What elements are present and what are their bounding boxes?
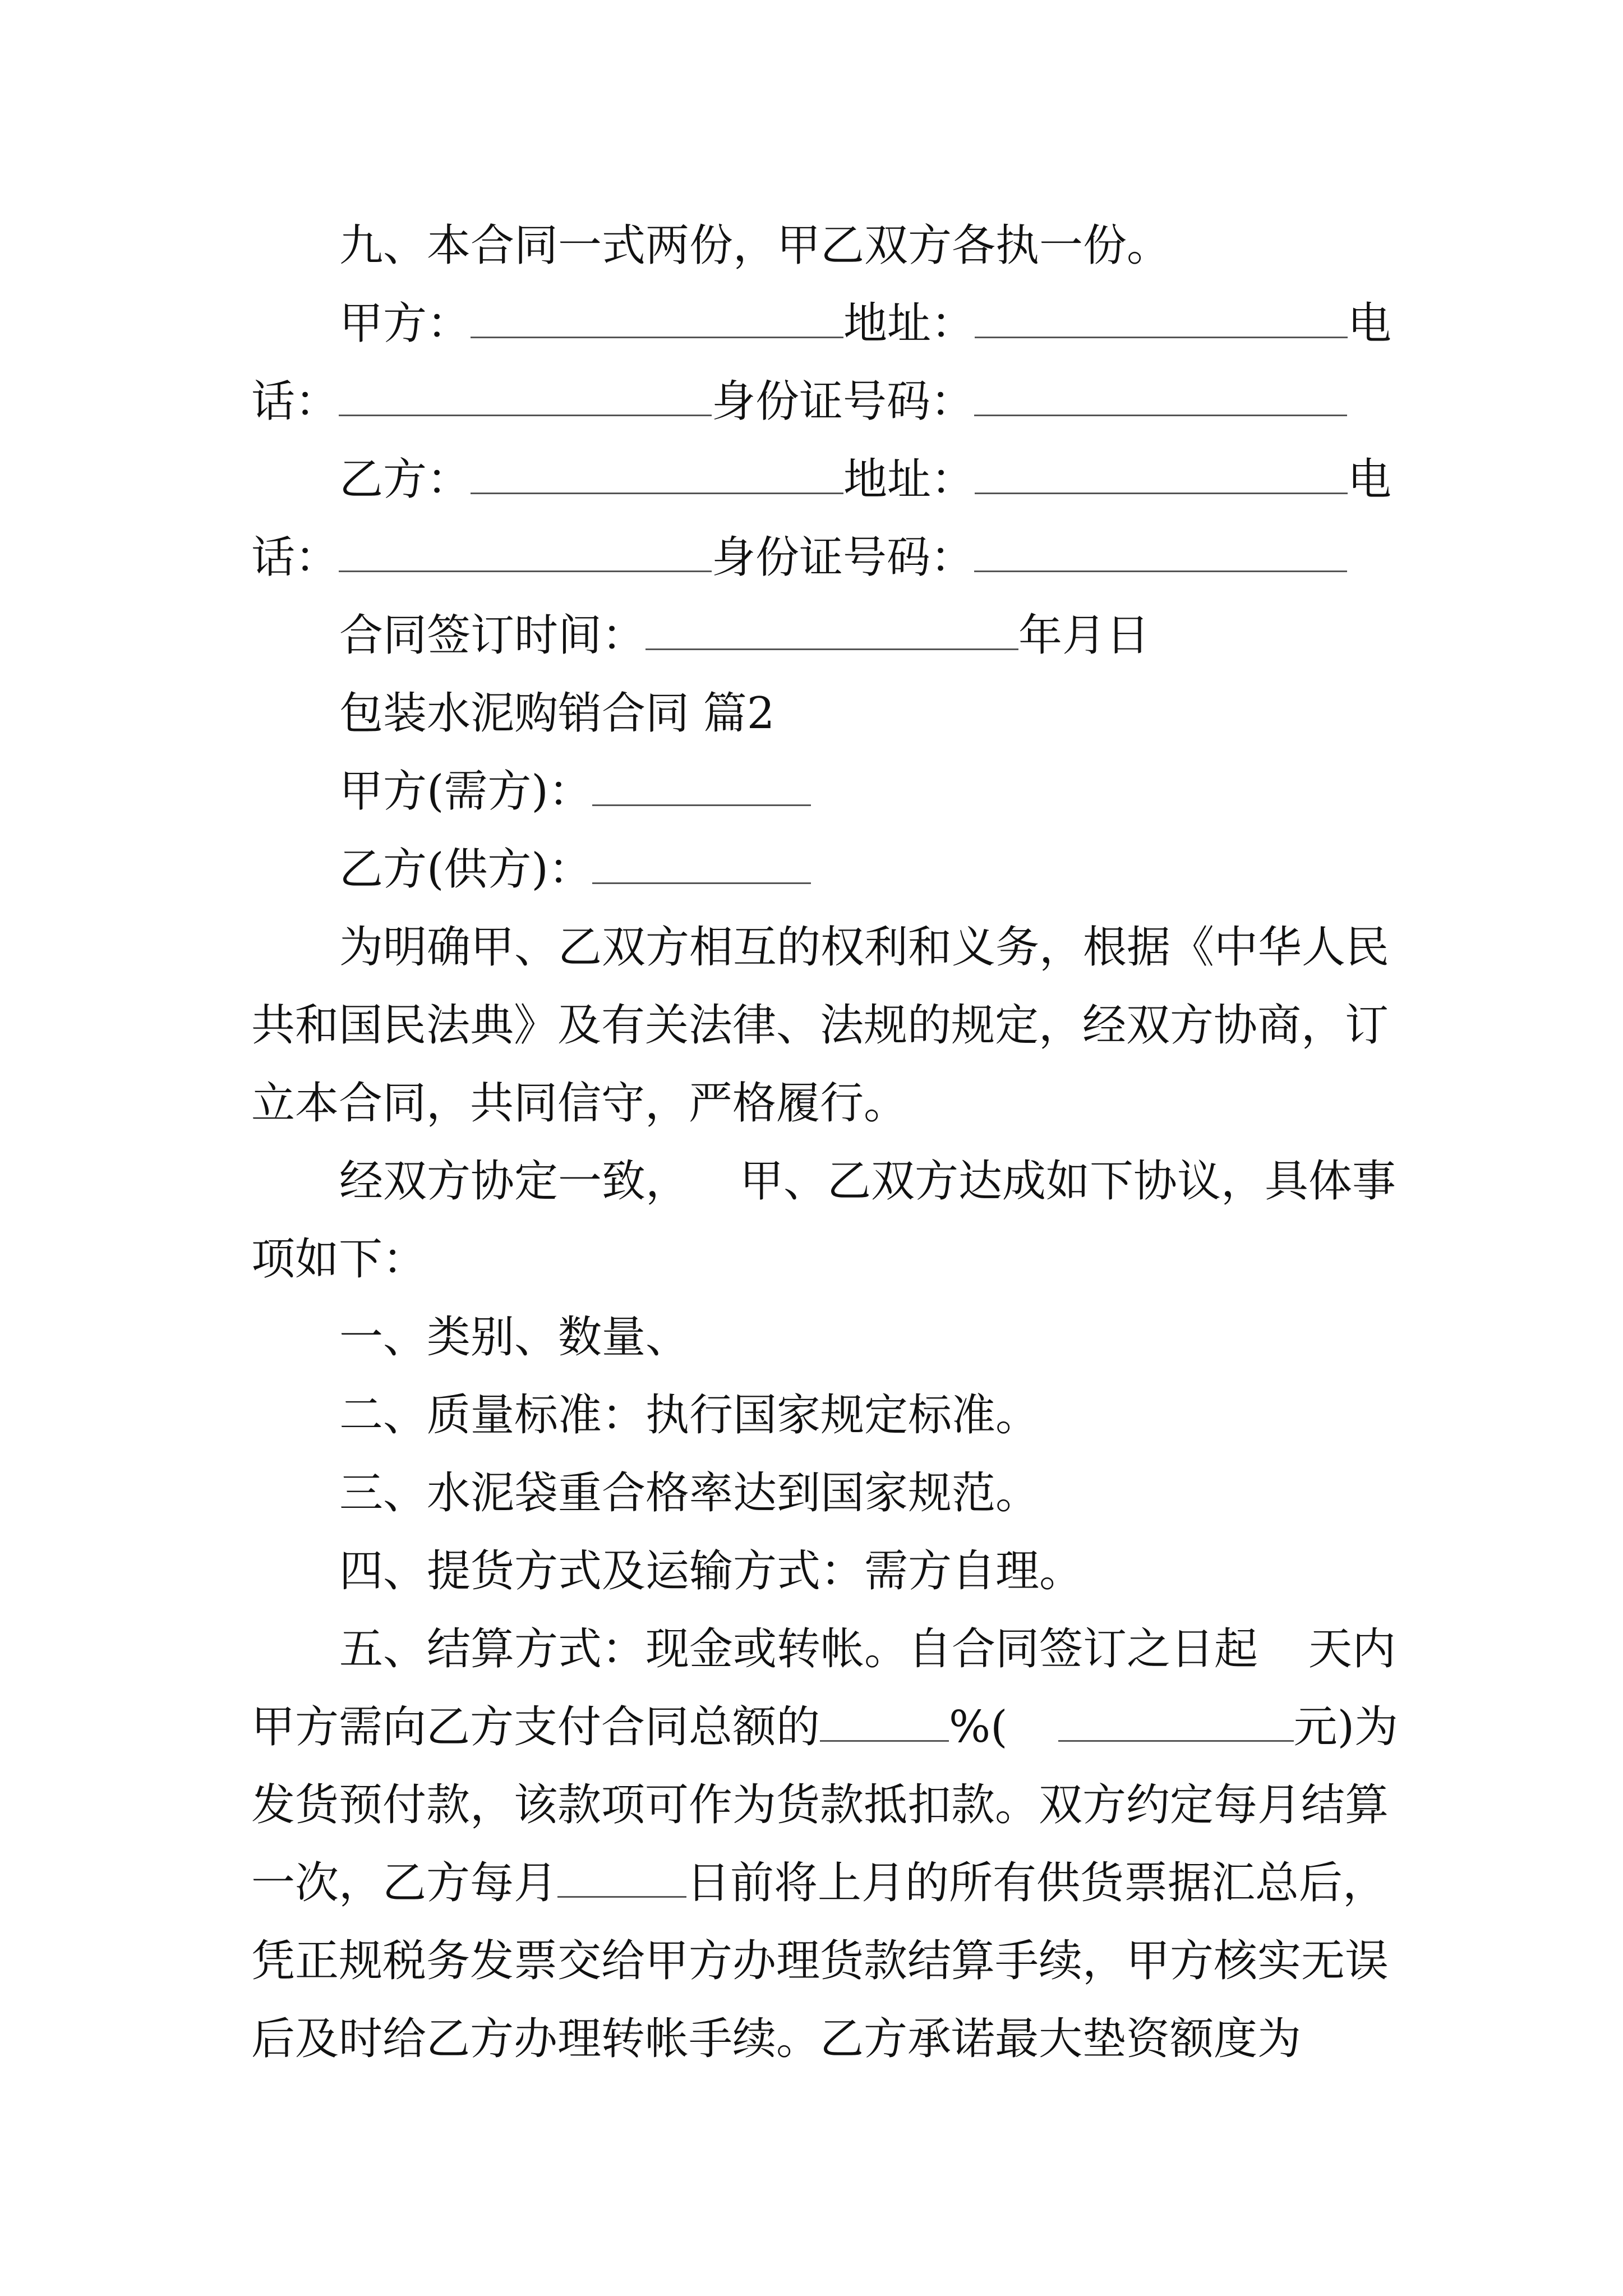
sign-time-row: [339, 608, 1150, 664]
tel-label-start: 电: [1348, 298, 1392, 349]
paragraph-line: [251, 2011, 1301, 2067]
paragraph-text: 发货预付款，该款项可作为货款抵扣款。双方约定每月结算: [251, 1780, 1389, 1830]
paragraph-line: [251, 1777, 1389, 1833]
party-b-address-blank[interactable]: [975, 453, 1348, 494]
id-label: 身份证号码：: [712, 376, 975, 427]
clause-nine: [339, 218, 1170, 274]
party-a-id-blank[interactable]: [974, 375, 1347, 416]
sign-time-label: 合同签订时间：: [339, 610, 646, 661]
address-label: 地址：: [843, 454, 975, 505]
paragraph-text: 后及时给乙方办理转帐手续。乙方承诺最大垫资额度为: [251, 2014, 1302, 2064]
clause-text: 一、类别、数量、: [339, 1312, 690, 1363]
clause-text: 甲方需向乙方支付合同总额的: [251, 1702, 820, 1752]
clause-text: 天内: [1308, 1624, 1396, 1674]
payment-line: [251, 1855, 1386, 1911]
section-title: [339, 685, 774, 742]
tel-label-end: 话：: [251, 532, 339, 583]
seller-blank[interactable]: [592, 843, 811, 884]
paragraph-text: 凭正规税务发票交给甲方办理货款结算手续，甲方核实无误: [251, 1936, 1389, 1986]
party-b-label: 乙方：: [339, 454, 471, 505]
paragraph-text: 立本合同，共同信守，严格履行。: [251, 1078, 908, 1129]
paragraph-line: [251, 1231, 426, 1287]
paragraph-line: [339, 1153, 1396, 1209]
party-a-row-2: [251, 374, 1347, 430]
party-b-id-blank[interactable]: [974, 531, 1347, 572]
paragraph-text: 共和国民法典》及有关法律、法规的规定，经双方协商，订: [251, 1000, 1389, 1051]
party-a-row: [339, 296, 1391, 352]
party-b-row: [339, 452, 1391, 508]
id-label: 身份证号码：: [712, 532, 975, 583]
party-a-name-blank[interactable]: [471, 297, 843, 338]
party-b-row-2: [251, 530, 1347, 586]
clause-item: [339, 1621, 1396, 1677]
seller-label: 乙方(供方)：: [339, 844, 592, 895]
buyer-blank[interactable]: [592, 765, 811, 806]
sign-time-blank[interactable]: [645, 609, 1018, 650]
paragraph-line: [251, 997, 1389, 1053]
party-b-tel-blank[interactable]: [339, 531, 712, 572]
paragraph-line: [251, 1075, 907, 1131]
clause-text: 二、质量标准：执行国家规定标准。: [339, 1390, 1040, 1441]
address-label: 地址：: [843, 298, 975, 349]
clause-text: %(: [949, 1702, 1008, 1752]
clause-text: 日前将上月的所有供货票据汇总后，: [686, 1858, 1387, 1908]
paragraph-line: [251, 1933, 1389, 1989]
paragraph-text: 项如下：: [251, 1234, 427, 1285]
buyer-label: 甲方(需方)：: [339, 766, 592, 817]
clause-item: [339, 1387, 1039, 1443]
party-a-tel-blank[interactable]: [339, 375, 712, 416]
buyer-row: [339, 763, 811, 820]
clause-text: 四、提货方式及运输方式：需方自理。: [339, 1546, 1083, 1596]
tel-label-end: 话：: [251, 376, 339, 427]
clause-text: 五、结算方式：现金或转帐。自合同签订之日起: [339, 1624, 1258, 1674]
tel-label-start: 电: [1348, 454, 1392, 505]
party-b-name-blank[interactable]: [471, 453, 843, 494]
paragraph-line: [339, 919, 1389, 976]
sign-date-suffix: 年月日: [1018, 610, 1150, 661]
clause-item: [339, 1465, 1039, 1521]
payment-line: [251, 1699, 1398, 1755]
clause-text: 三、水泥袋重合格率达到国家规范。: [339, 1468, 1040, 1519]
percent-blank[interactable]: [820, 1701, 949, 1742]
clause-item: [339, 1543, 1083, 1599]
day-blank[interactable]: [557, 1857, 686, 1898]
clause-nine-text: 九、本合同一式两份，甲乙双方各执一份。: [339, 220, 1171, 271]
clause-text: 元)为: [1293, 1702, 1398, 1752]
party-a-label: 甲方：: [339, 298, 471, 349]
paragraph-text: 甲、乙双方达成如下协议，具体事: [740, 1156, 1396, 1207]
paragraph-text: 经双方协定一致，: [339, 1156, 690, 1207]
clause-text: 一次，乙方每月: [251, 1858, 558, 1908]
section-title-text: 包装水泥购销合同 篇2: [339, 688, 775, 739]
paragraph-text: 为明确甲、乙双方相互的权利和义务，根据《中华人民: [339, 922, 1390, 973]
clause-item: [339, 1309, 689, 1365]
amount-blank[interactable]: [1058, 1701, 1294, 1742]
party-a-address-blank[interactable]: [975, 297, 1348, 338]
seller-row: [339, 841, 811, 898]
